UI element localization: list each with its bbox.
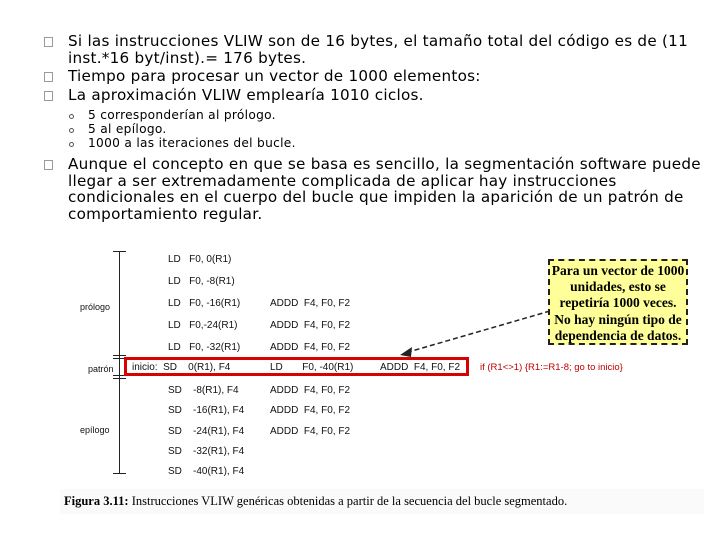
bullet-item [44, 33, 704, 66]
instr-row5-col1: LD F0, -32(R1) [168, 342, 241, 353]
caption-label: Figura 3.11: [64, 494, 129, 508]
instr-row8-col2: ADDD F4, F0, F2 [270, 405, 351, 416]
bullet-text: La aproximación VLIW emplearía 1010 ciclos. [68, 85, 424, 104]
phase-label-epilogue: epílogo [80, 425, 110, 435]
loop-condition: if (R1<>1) {R1:=R1-8; go to inicio} [480, 362, 623, 373]
ring-bullet-icon [69, 114, 74, 119]
instr-row9-col2: ADDD F4, F0, F2 [270, 426, 351, 437]
sub-bullet-item [44, 108, 704, 122]
sub-bullet-list [44, 108, 704, 150]
instr-row9-col1: SD -24(R1), F4 [168, 426, 245, 437]
phase-label-prologue: prólogo [80, 302, 111, 312]
instr-row7-col1: SD -8(R1), F4 [168, 385, 239, 396]
instr-row7-col2: ADDD F4, F0, F2 [270, 385, 351, 396]
instr-row1-col1: LD F0, 0(R1) [168, 254, 232, 265]
bullet-item [44, 156, 704, 222]
ring-bullet-icon [69, 142, 74, 147]
sub-bullet-item [44, 136, 704, 150]
bullet-box-icon [44, 91, 53, 101]
caption-text: Instrucciones VLIW genéricas obtenidas a partir de la secuencia del bucle segmentado. [128, 494, 568, 508]
bullet-list [44, 33, 704, 224]
instr-pattern-col3: ADDD F4, F0, F2 [380, 362, 461, 373]
bullet-box-icon [44, 160, 53, 170]
note-box: Para un vector de 1000 unidades, esto se repetiría 1000 veces. No hay ningún tipo de dependencia de datos. [548, 259, 688, 345]
sub-bullet-text: 1000 a las iteraciones del bucle. [88, 136, 296, 150]
bullet-item [44, 68, 704, 85]
instr-row2-col1: LD F0, -8(R1) [168, 276, 235, 287]
bullet-item [44, 87, 704, 104]
instr-row4-col1: LD F0,-24(R1) [168, 320, 238, 331]
instr-pattern-col2: LD F0, -40(R1) [270, 362, 354, 373]
instr-row10-col1: SD -32(R1), F4 [168, 446, 245, 457]
instr-row3-col2: ADDD F4, F0, F2 [270, 298, 351, 309]
bullet-box-icon [44, 72, 53, 82]
instr-row11-col1: SD -40(R1), F4 [168, 466, 245, 477]
sub-bullet-text: 5 al epílogo. [88, 122, 167, 136]
ring-bullet-icon [69, 128, 74, 133]
instr-row4-col2: ADDD F4, F0, F2 [270, 320, 351, 331]
figure-vliw [60, 247, 704, 514]
bullet-text: Aunque el concepto en que se basa es sencillo, la segmentación software puede llegar a ser extremadamente complicada de aplicar hay instrucciones condicionales en el cuerpo del bucle que impiden la aparición de un patrón de comportamiento regular. [68, 155, 701, 223]
instr-row8-col1: SD -16(R1), F4 [168, 405, 245, 416]
bullet-text: Tiempo para procesar un vector de 1000 elementos: [68, 67, 481, 85]
bullet-text: Si las instrucciones VLIW son de 16 bytes, el tamaño total del código es de (11 inst.*16 byt/inst).= 176 bytes. [68, 32, 688, 67]
bullet-box-icon [44, 37, 53, 47]
figure-caption [60, 489, 704, 514]
instr-pattern-col1: inicio: SD 0(R1), F4 [132, 362, 231, 373]
sub-bullet-item [44, 122, 704, 136]
phase-label-pattern: patrón [88, 364, 114, 374]
instr-row3-col1: LD F0, -16(R1) [168, 298, 241, 309]
sub-bullet-text: 5 corresponderían al prólogo. [88, 108, 276, 122]
instr-row5-col2: ADDD F4, F0, F2 [270, 342, 351, 353]
